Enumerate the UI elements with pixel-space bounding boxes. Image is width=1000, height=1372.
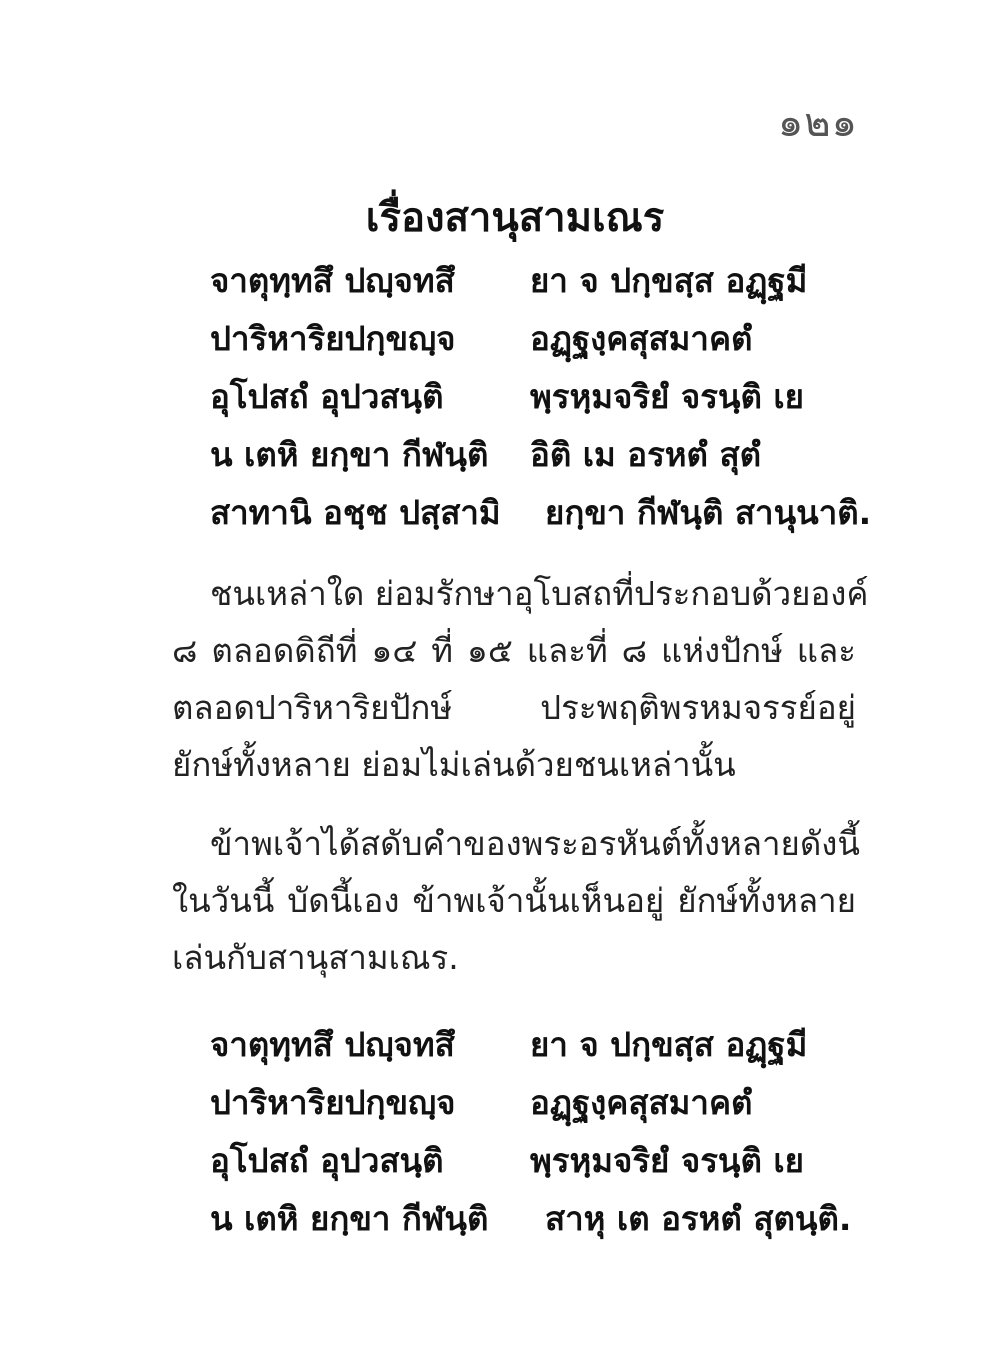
verse-line bbox=[210, 1190, 850, 1248]
verse-left: อุโปสถํ อุปวสนฺติ bbox=[210, 1141, 444, 1180]
verse-block-1 bbox=[210, 252, 872, 542]
paragraph-line: ในวันนี้ บัดนี้เอง ข้าพเจ้านั้นเห็นอยู่ ยักษ์ทั้งหลาย bbox=[172, 881, 856, 920]
verse-right: ยา จ ปกฺขสฺส อฏฺฐมี bbox=[530, 1025, 808, 1064]
page-title: เรื่องสานุสามเณร bbox=[365, 195, 665, 241]
verse-left: น เตหิ ยกฺขา กีฬนฺติ bbox=[210, 435, 489, 474]
verse-left: ปาริหาริยปกฺขญฺจ bbox=[210, 319, 456, 358]
verse-line bbox=[210, 252, 850, 310]
verse-left: จาตุทฺทสึ ปญฺจทสึ bbox=[210, 1025, 455, 1064]
paragraph-line: ตลอดปาริหาริยปักษ์ ประพฤติพรหมจรรย์อยู่ bbox=[172, 688, 856, 727]
verse-right: อฏฺฐงฺคสุสมาคตํ bbox=[530, 319, 753, 358]
verse-right: อิติ เม อรหตํ สุตํ bbox=[530, 435, 762, 474]
paragraph-line: ยักษ์ทั้งหลาย ย่อมไม่เล่นด้วยชนเหล่านั้น bbox=[172, 745, 736, 784]
verse-line bbox=[210, 426, 850, 484]
verse-line bbox=[210, 1132, 850, 1190]
verse-left: จาตุทฺทสึ ปญฺจทสึ bbox=[210, 261, 455, 300]
paragraph-line: ชนเหล่าใด ย่อมรักษาอุโบสถที่ประกอบด้วยองค์ bbox=[210, 574, 869, 613]
verse-block-2 bbox=[210, 1016, 850, 1248]
verse-line bbox=[210, 484, 872, 542]
page-number: ๑๒๑ bbox=[777, 100, 858, 146]
verse-line bbox=[210, 1074, 850, 1132]
verse-left: อุโปสถํ อุปวสนฺติ bbox=[210, 377, 444, 416]
paragraph-1 bbox=[172, 565, 869, 793]
verse-line bbox=[210, 1016, 850, 1074]
paragraph-2 bbox=[172, 815, 860, 986]
paragraph-line: ข้าพเจ้าได้สดับคำของพระอรหันต์ทั้งหลายดังนี้ bbox=[210, 824, 860, 863]
verse-left: ปาริหาริยปกฺขญฺจ bbox=[210, 1083, 456, 1122]
verse-right: สาหุ เต อรหตํ สุตนฺติ. bbox=[545, 1199, 852, 1238]
verse-right: ยา จ ปกฺขสฺส อฏฺฐมี bbox=[530, 261, 808, 300]
verse-line bbox=[210, 310, 850, 368]
verse-right: พฺรหฺมจริยํ จรนฺติ เย bbox=[530, 1141, 805, 1180]
paragraph-line: เล่นกับสานุสามเณร. bbox=[172, 938, 459, 977]
verse-left: สาทานิ อชฺช ปสฺสามิ bbox=[210, 493, 501, 532]
verse-right: พฺรหฺมจริยํ จรนฺติ เย bbox=[530, 377, 805, 416]
paragraph-line: ๘ ตลอดดิถีที่ ๑๔ ที่ ๑๕ และที่ ๘ แห่งปักษ์ และ bbox=[172, 631, 856, 670]
verse-left: น เตหิ ยกฺขา กีฬนฺติ bbox=[210, 1199, 489, 1238]
verse-right: อฏฺฐงฺคสุสมาคตํ bbox=[530, 1083, 753, 1122]
verse-line bbox=[210, 368, 850, 426]
verse-right: ยกฺขา กีฬนฺติ สานุนาติ. bbox=[545, 493, 872, 532]
